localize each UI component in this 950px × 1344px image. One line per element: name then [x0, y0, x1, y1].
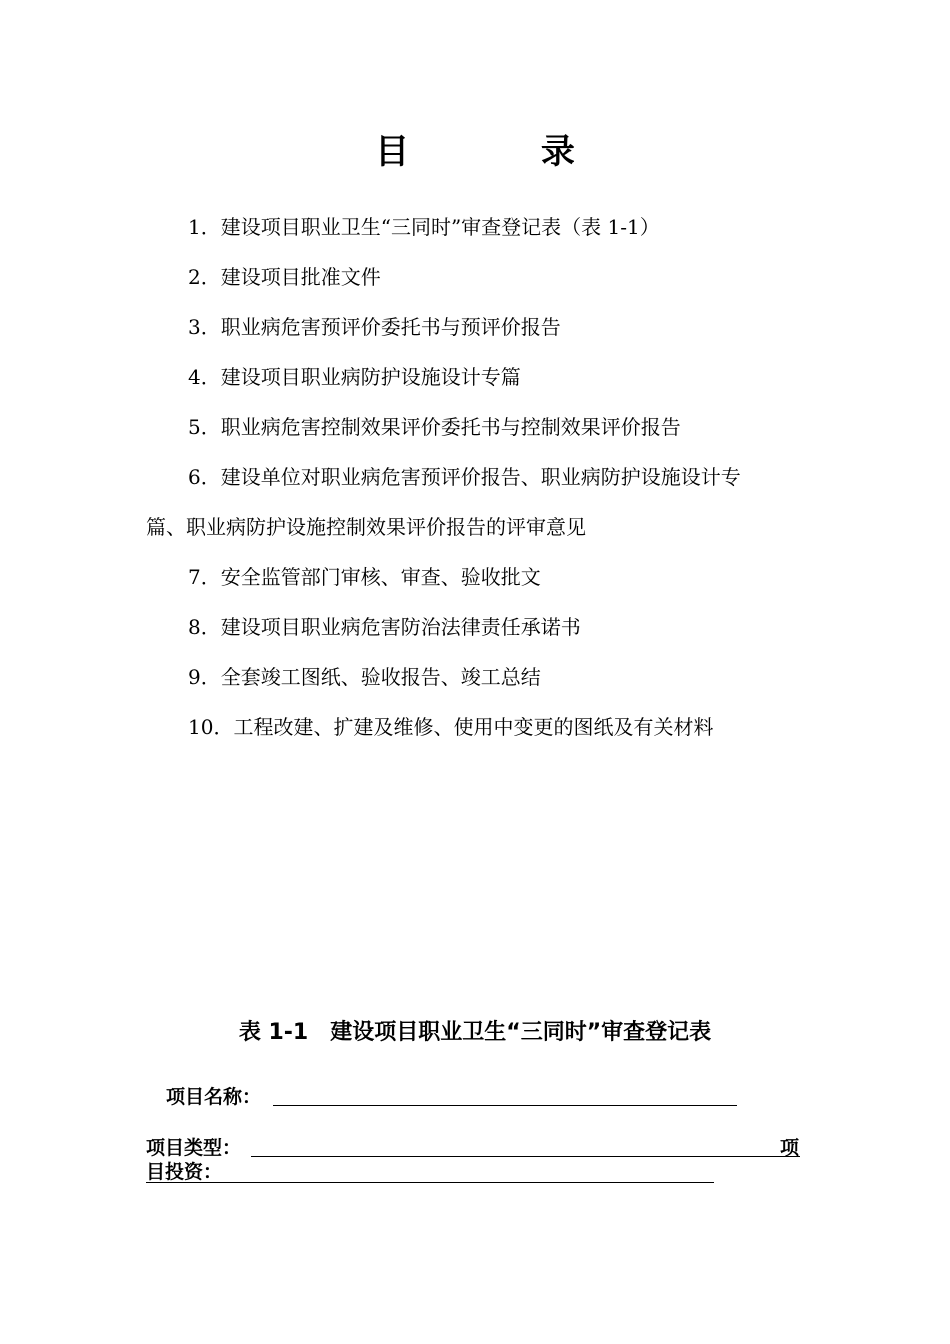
- project-name-label: 项目名称：: [166, 1086, 262, 1108]
- toc-item-2: 2．建设项目批准文件: [188, 265, 381, 289]
- table-title: 表 1-1 建设项目职业卫生“三同时”审查登记表: [238, 1020, 712, 1045]
- toc-item-7: 7．安全监管部门审核、审查、验收批文: [188, 565, 541, 589]
- toc-item-6: 6．建设单位对职业病危害预评价报告、职业病防护设施设计专: [188, 465, 741, 489]
- project-investment-label-part2: 目投资：: [146, 1161, 223, 1183]
- project-type-label: 项目类型：: [146, 1137, 242, 1159]
- project-investment-field[interactable]: [146, 1182, 714, 1183]
- toc-item-5: 5．职业病危害控制效果评价委托书与控制效果评价报告: [188, 415, 681, 439]
- toc-item-9: 9．全套竣工图纸、验收报告、竣工总结: [188, 665, 541, 689]
- project-type-field[interactable]: [251, 1156, 778, 1157]
- page-title: 目 录: [375, 132, 635, 172]
- toc-item-8: 8．建设项目职业病危害防治法律责任承诺书: [188, 615, 581, 639]
- toc-item-1: 1．建设项目职业卫生“三同时”审查登记表（表 1-1）: [188, 215, 660, 239]
- project-type-field-end: [778, 1156, 800, 1157]
- toc-item-6-continued: 篇、职业病防护设施控制效果评价报告的评审意见: [146, 515, 586, 539]
- project-name-field[interactable]: [273, 1105, 737, 1106]
- project-investment-label-part1: 项: [780, 1137, 800, 1159]
- toc-item-3: 3．职业病危害预评价委托书与预评价报告: [188, 315, 561, 339]
- toc-item-4: 4．建设项目职业病防护设施设计专篇: [188, 365, 521, 389]
- toc-item-10: 10．工程改建、扩建及维修、使用中变更的图纸及有关材料: [188, 715, 714, 739]
